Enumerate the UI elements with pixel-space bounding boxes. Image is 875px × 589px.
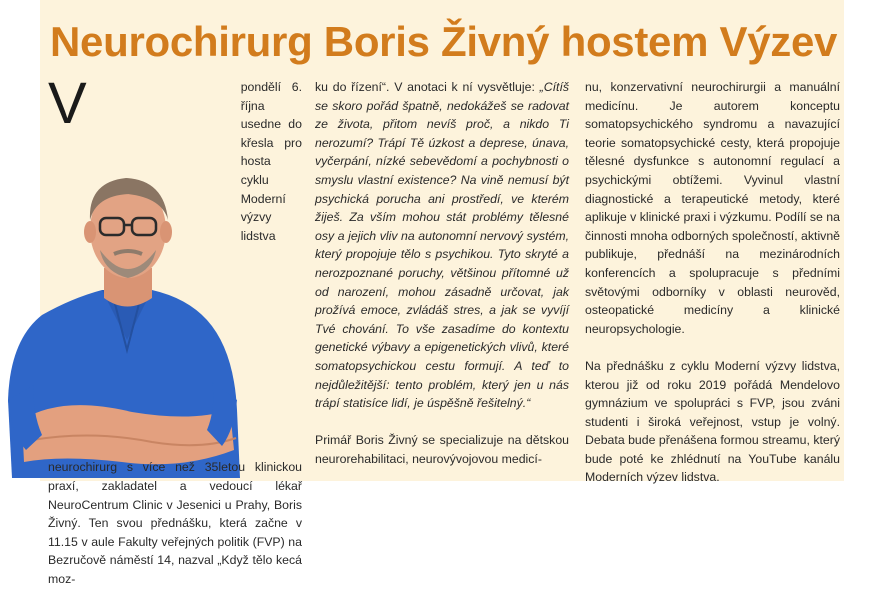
annotation-quote: „Cítíš se skoro pořád špatně, nedokážeš se radovat ze života, přitom nevíš proč, a nikdo Ti nerozumí? Trápí Tě úzkost a deprese, únava, vyčerpání, nízké sebevědomí a pochybnosti o smyslu vlastní existence? Na vině nemusí být psychická porucha ani prostředí, ve kterém žiješ. Za vším mohou stát problémy tělesné osy a jejich vliv na autonomní nervový systém, který propojuje tělo s psychikou. Tyto skryté a nerozpoznané poruchy, většinou přítomné už od narození, mohou zásadně určovat, jak prožívá emoce, zvládáš stres, a jak se vyvíjí Tvé chování. To vše zasadíme do kontextu genetické výbavy a epigenetických vlivů, které somatopsychickou cestu formují. A teď to nejdůležitější: tento problém, který jen u nás trápí statisíce lidí, je úspěšně řešitelný.“	[315, 80, 570, 411]
article-column-1	[48, 71, 302, 586]
article-column-2	[315, 78, 569, 468]
article-column-3	[585, 78, 840, 487]
article-paragraph-1: pondělí 6. října usedne do křesla pro hosta cyklu Moderní výzvy lidstva neurochirurg s více než 35letou klinickou praxí, zakladatel a vedoucí lékař NeuroCentrum Clinic v Jesenici u Prahy, Boris Živný. Ten svou přednášku, která začne v 11.15 v aule Fakulty veřejných politik (FVP) na Bezručově náměstí 14, nazval „Když tělo kecá moz-	[48, 80, 302, 586]
article-paragraph-2: Primář Boris Živný se specializuje na dětskou neurorehabilitaci, neurovývojovou medicí-	[315, 433, 569, 466]
quote-intro: ku do řízení“. V anotaci k ní vysvětluje:	[315, 80, 535, 94]
article-paragraph-4: Na přednášku z cyklu Moderní výzvy lidstva, kterou již od roku 2019 pořádá Mendelovo gymnázium ve spolupráci s FVP, jsou zváni studenti i široká veřejnost, vstup je volný. Debata bude přenášena formou streamu, který bude poté ke zhlédnutí na YouTube kanálu Moderních výzev lidstva.	[585, 358, 840, 485]
article-paragraph-3: nu, konzervativní neurochirurgii a manuální medicínu. Je autorem konceptu somatopsychického syndromu a navazující teorie somatopsychické cesty, která propojuje tělesné dysfunkce s autonomní regulací a psychickými obtížemi. Vyvinul vlastní diagnostické a terapeutické metody, které aplikuje v klinické praxi i výzkumu. Podílí se na činnosti mnoha odborných společností, aktivně publikuje, přednáší na mezinárodních konferencích a spolupracuje s předními světovými odborníky v oblasti neurověd, osteopatické medicíny a klinické neuropsychologie.	[585, 80, 840, 336]
drop-cap: V	[48, 71, 87, 136]
article-headline: Neurochirurg Boris Živný hostem Výzev	[50, 18, 838, 65]
article-page	[40, 0, 844, 586]
photo-wrap-spacer	[91, 138, 241, 458]
